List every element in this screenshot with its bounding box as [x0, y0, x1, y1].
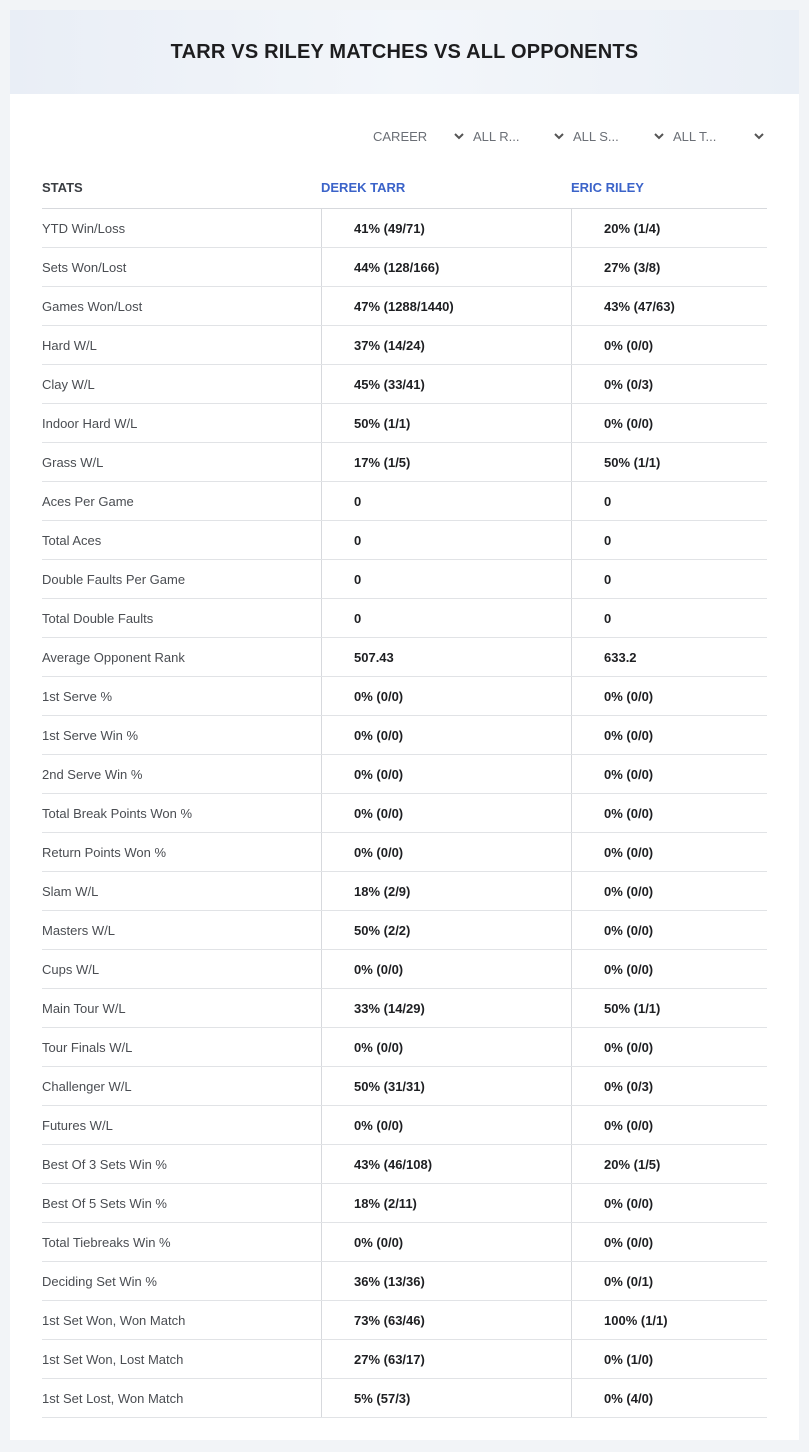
stat-label: Cups W/L [42, 961, 100, 977]
table-row [42, 248, 767, 287]
player2-value: 0% (0/0) [571, 872, 767, 910]
player1-value: 47% (1288/1440) [321, 287, 571, 325]
player2-value: 0% (0/0) [571, 833, 767, 871]
player2-value: 0% (0/0) [571, 1106, 767, 1144]
card-header [10, 10, 799, 94]
player1-value: 27% (63/17) [321, 1340, 571, 1378]
player1-value: 36% (13/36) [321, 1262, 571, 1300]
table-row [42, 1379, 767, 1418]
player2-value: 20% (1/5) [571, 1145, 767, 1183]
player2-value: 0 [571, 482, 767, 520]
player2-value: 0% (0/0) [571, 326, 767, 364]
player2-value: 0% (0/0) [571, 911, 767, 949]
page-title: TARR VS RILEY MATCHES VS ALL OPPONENTS [170, 40, 639, 63]
player1-value: 0% (0/0) [321, 1106, 571, 1144]
table-row [42, 560, 767, 599]
stat-label: Hard W/L [42, 337, 97, 353]
table-row [42, 521, 767, 560]
stat-label: Challenger W/L [42, 1078, 132, 1094]
player1-value: 0 [321, 599, 571, 637]
chevron-down-icon [753, 130, 765, 142]
player1-value: 33% (14/29) [321, 989, 571, 1027]
table-row [42, 677, 767, 716]
player2-value: 27% (3/8) [571, 248, 767, 286]
table-row [42, 1106, 767, 1145]
stat-label: Futures W/L [42, 1117, 113, 1133]
player2-value: 0% (0/0) [571, 716, 767, 754]
player1-value: 50% (2/2) [321, 911, 571, 949]
table-row [42, 911, 767, 950]
stat-label: Average Opponent Rank [42, 649, 185, 665]
stat-label: 1st Serve Win % [42, 727, 139, 743]
stats-column-header: STATS [42, 180, 83, 195]
stat-label: 1st Set Won, Lost Match [42, 1351, 184, 1367]
stat-label: Total Break Points Won % [42, 805, 193, 821]
stat-label: YTD Win/Loss [42, 220, 126, 236]
table-row [42, 1028, 767, 1067]
table-row [42, 287, 767, 326]
stats-table [42, 167, 767, 1418]
table-header-row [42, 167, 767, 209]
table-row [42, 1223, 767, 1262]
table-row [42, 1340, 767, 1379]
player1-value: 17% (1/5) [321, 443, 571, 481]
stat-label: 1st Serve % [42, 688, 113, 704]
stat-label: Double Faults Per Game [42, 571, 186, 587]
stat-label: Tour Finals W/L [42, 1039, 133, 1055]
player1-value: 0% (0/0) [321, 1223, 571, 1261]
player2-value: 0 [571, 599, 767, 637]
table-row [42, 638, 767, 677]
player1-value: 41% (49/71) [321, 209, 571, 247]
stat-label: Total Double Faults [42, 610, 154, 626]
player2-value: 43% (47/63) [571, 287, 767, 325]
table-row [42, 872, 767, 911]
player1-value: 0 [321, 560, 571, 598]
stat-label: Games Won/Lost [42, 298, 143, 314]
player1-value: 0% (0/0) [321, 677, 571, 715]
player2-value: 0% (0/0) [571, 404, 767, 442]
player1-value: 5% (57/3) [321, 1379, 571, 1417]
player1-value: 0% (0/0) [321, 794, 571, 832]
player1-value: 507.43 [321, 638, 571, 676]
stat-label: Return Points Won % [42, 844, 167, 860]
filter-bar [367, 126, 767, 146]
surface-filter-label: ALL S... [573, 128, 619, 144]
player2-value: 0% (0/0) [571, 1223, 767, 1261]
round-filter-label: ALL R... [473, 128, 520, 144]
player1-column-header[interactable]: DEREK TARR [321, 180, 406, 195]
chevron-down-icon [653, 130, 665, 142]
stat-label: Grass W/L [42, 454, 104, 470]
player1-value: 18% (2/9) [321, 872, 571, 910]
table-row [42, 482, 767, 521]
player2-value: 633.2 [571, 638, 767, 676]
player2-value: 0% (0/0) [571, 677, 767, 715]
surface-filter-select[interactable] [567, 126, 667, 146]
player1-value: 0% (0/0) [321, 833, 571, 871]
player2-value: 0% (1/0) [571, 1340, 767, 1378]
stat-label: 2nd Serve Win % [42, 766, 143, 782]
stat-label: Sets Won/Lost [42, 259, 127, 275]
stat-label: 1st Set Lost, Won Match [42, 1390, 184, 1406]
stat-label: Best Of 3 Sets Win % [42, 1156, 167, 1172]
table-row [42, 209, 767, 248]
table-row [42, 950, 767, 989]
player2-value: 0% (0/1) [571, 1262, 767, 1300]
table-row [42, 1184, 767, 1223]
player2-value: 0% (0/0) [571, 950, 767, 988]
stat-label: Deciding Set Win % [42, 1273, 157, 1289]
player2-value: 0 [571, 560, 767, 598]
player1-value: 50% (1/1) [321, 404, 571, 442]
stat-label: Aces Per Game [42, 493, 134, 509]
player2-value: 0% (0/0) [571, 794, 767, 832]
player1-value: 0% (0/0) [321, 1028, 571, 1066]
stat-label: Total Tiebreaks Win % [42, 1234, 171, 1250]
player2-value: 100% (1/1) [571, 1301, 767, 1339]
player2-value: 50% (1/1) [571, 989, 767, 1027]
table-row [42, 833, 767, 872]
table-row [42, 326, 767, 365]
table-row [42, 404, 767, 443]
table-row [42, 1262, 767, 1301]
player1-value: 0% (0/0) [321, 716, 571, 754]
table-body [42, 209, 767, 1418]
player2-value: 0 [571, 521, 767, 559]
tournament-filter-select[interactable] [667, 126, 767, 146]
table-row [42, 716, 767, 755]
chevron-down-icon [453, 130, 465, 142]
player2-value: 0% (0/0) [571, 1028, 767, 1066]
player1-value: 37% (14/24) [321, 326, 571, 364]
player2-value: 0% (0/0) [571, 1184, 767, 1222]
round-filter-select[interactable] [467, 126, 567, 146]
player2-column-header[interactable]: ERIC RILEY [571, 180, 644, 195]
player2-value: 0% (0/0) [571, 755, 767, 793]
player2-value: 0% (4/0) [571, 1379, 767, 1417]
stat-label: Indoor Hard W/L [42, 415, 138, 431]
table-row [42, 755, 767, 794]
period-filter-label: CAREER [373, 128, 428, 144]
table-row [42, 989, 767, 1028]
player1-value: 0 [321, 521, 571, 559]
stat-label: Clay W/L [42, 376, 95, 392]
player2-value: 0% (0/3) [571, 365, 767, 403]
stat-label: Slam W/L [42, 883, 99, 899]
period-filter-select[interactable] [367, 126, 467, 146]
stat-label: 1st Set Won, Won Match [42, 1312, 186, 1328]
stat-label: Main Tour W/L [42, 1000, 126, 1016]
chevron-down-icon [553, 130, 565, 142]
player1-value: 45% (33/41) [321, 365, 571, 403]
stat-label: Total Aces [42, 532, 102, 548]
player1-value: 18% (2/11) [321, 1184, 571, 1222]
player1-value: 0% (0/0) [321, 755, 571, 793]
table-row [42, 599, 767, 638]
stats-card [10, 10, 799, 1440]
stat-label: Masters W/L [42, 922, 115, 938]
player1-value: 50% (31/31) [321, 1067, 571, 1105]
table-row [42, 1145, 767, 1184]
player1-value: 0% (0/0) [321, 950, 571, 988]
table-row [42, 1301, 767, 1340]
table-row [42, 794, 767, 833]
player2-value: 50% (1/1) [571, 443, 767, 481]
player1-value: 73% (63/46) [321, 1301, 571, 1339]
player1-value: 0 [321, 482, 571, 520]
table-row [42, 443, 767, 482]
table-row [42, 365, 767, 404]
player2-value: 0% (0/3) [571, 1067, 767, 1105]
player1-value: 43% (46/108) [321, 1145, 571, 1183]
player2-value: 20% (1/4) [571, 209, 767, 247]
player1-value: 44% (128/166) [321, 248, 571, 286]
tournament-filter-label: ALL T... [673, 128, 717, 144]
table-row [42, 1067, 767, 1106]
stat-label: Best Of 5 Sets Win % [42, 1195, 167, 1211]
